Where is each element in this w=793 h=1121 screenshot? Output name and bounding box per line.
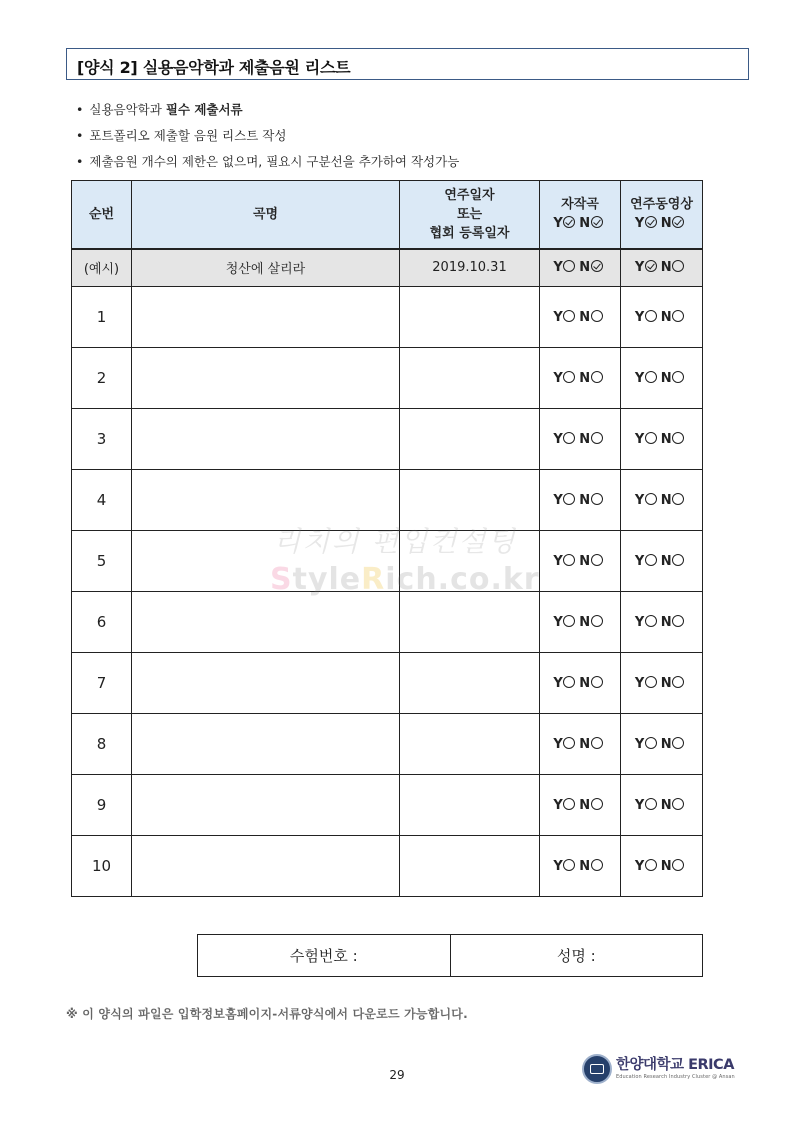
date-cell[interactable] — [400, 409, 540, 470]
checked-circle-icon — [645, 216, 657, 228]
row-number: 8 — [72, 714, 132, 775]
radio-yes-icon[interactable] — [563, 493, 575, 505]
song-title-cell[interactable] — [132, 470, 400, 531]
radio-no-icon[interactable] — [672, 615, 684, 627]
header-original: 자작곡 Y N — [540, 181, 621, 249]
radio-yes-icon[interactable] — [645, 859, 657, 871]
radio-yes-icon[interactable] — [645, 310, 657, 322]
checked-circle-icon — [591, 260, 603, 272]
video-choice-cell[interactable]: Y N — [621, 714, 703, 775]
radio-no-icon[interactable] — [672, 676, 684, 688]
table-row — [72, 714, 703, 775]
radio-no-icon[interactable] — [672, 859, 684, 871]
radio-no-icon[interactable] — [591, 554, 603, 566]
header-video: 연주동영상 Y N — [621, 181, 703, 249]
row-number: 4 — [72, 470, 132, 531]
date-cell[interactable] — [400, 836, 540, 897]
original-choice-cell[interactable]: Y N — [540, 531, 621, 592]
row-number: 7 — [72, 653, 132, 714]
radio-no-icon[interactable] — [591, 676, 603, 688]
table-row — [72, 409, 703, 470]
instruction-item: • 제출음원 개수의 제한은 없으며, 필요시 구분선을 추가하여 작성가능 — [76, 153, 459, 179]
table-row — [72, 653, 703, 714]
original-choice-cell[interactable]: Y N — [540, 287, 621, 348]
radio-yes-icon[interactable] — [563, 432, 575, 444]
song-title-cell[interactable] — [132, 836, 400, 897]
radio-yes-icon[interactable] — [645, 371, 657, 383]
radio-yes-icon[interactable] — [563, 310, 575, 322]
radio-yes-icon[interactable] — [645, 737, 657, 749]
date-cell[interactable] — [400, 653, 540, 714]
song-title-cell[interactable] — [132, 592, 400, 653]
checked-circle-icon — [591, 216, 603, 228]
radio-yes-icon[interactable] — [645, 615, 657, 627]
exam-number-field[interactable]: 수험번호 : — [198, 935, 451, 977]
applicant-info-table — [197, 934, 703, 977]
radio-yes-icon[interactable] — [563, 737, 575, 749]
radio-no-icon[interactable] — [591, 859, 603, 871]
logo-subtitle: Education Research Industry Cluster @ Ansan — [616, 1073, 735, 1080]
page-number: 29 — [389, 1068, 405, 1082]
checked-circle-icon — [645, 260, 657, 272]
original-choice-cell[interactable]: Y N — [540, 348, 621, 409]
video-choice-cell[interactable]: Y N — [621, 592, 703, 653]
radio-no-icon[interactable] — [672, 554, 684, 566]
row-number: 2 — [72, 348, 132, 409]
example-no: (예시) — [72, 249, 132, 287]
video-choice-cell[interactable]: Y N — [621, 775, 703, 836]
row-number: 5 — [72, 531, 132, 592]
radio-yes-icon[interactable] — [563, 859, 575, 871]
date-cell[interactable] — [400, 592, 540, 653]
radio-no-icon[interactable] — [672, 310, 684, 322]
radio-yes-icon[interactable] — [645, 676, 657, 688]
radio-no-icon[interactable] — [672, 371, 684, 383]
song-title-cell[interactable] — [132, 287, 400, 348]
radio-no-icon[interactable] — [672, 493, 684, 505]
date-cell[interactable] — [400, 470, 540, 531]
video-choice-cell[interactable]: Y N — [621, 836, 703, 897]
radio-yes-icon[interactable] — [563, 371, 575, 383]
song-title-cell[interactable] — [132, 348, 400, 409]
radio-yes-icon[interactable] — [563, 615, 575, 627]
university-seal-icon — [582, 1054, 612, 1084]
table-row — [72, 836, 703, 897]
radio-yes-icon[interactable] — [563, 798, 575, 810]
radio-yes-icon[interactable] — [645, 493, 657, 505]
table-row — [72, 348, 703, 409]
example-row — [72, 249, 703, 287]
watermark: 리치의 편입컨설팅 StyleRich.co.kr — [270, 525, 540, 597]
header-no: 순번 — [72, 181, 132, 249]
radio-no-icon[interactable] — [591, 310, 603, 322]
radio-no-icon[interactable] — [591, 493, 603, 505]
radio-no-icon[interactable] — [672, 737, 684, 749]
video-choice-cell[interactable]: Y N — [621, 287, 703, 348]
original-choice-cell[interactable]: Y N — [540, 470, 621, 531]
table-row — [72, 775, 703, 836]
table-row — [72, 592, 703, 653]
date-cell[interactable] — [400, 714, 540, 775]
row-number: 3 — [72, 409, 132, 470]
logo-name: 한양대학교 ERICA — [616, 1057, 734, 1074]
original-choice-cell[interactable]: Y N — [540, 775, 621, 836]
date-cell[interactable] — [400, 348, 540, 409]
radio-no-icon[interactable] — [591, 432, 603, 444]
original-choice-cell[interactable]: Y N — [540, 714, 621, 775]
example-date: 2019.10.31 — [400, 249, 540, 287]
song-title-cell[interactable] — [132, 653, 400, 714]
song-title-cell[interactable] — [132, 409, 400, 470]
video-choice-cell[interactable]: Y N — [621, 348, 703, 409]
radio-yes-icon[interactable] — [645, 798, 657, 810]
date-cell[interactable] — [400, 287, 540, 348]
download-note: ※ 이 양식의 파일은 입학정보홈페이지-서류양식에서 다운로드 가능합니다. — [66, 1007, 468, 1021]
original-choice-cell[interactable]: Y N — [540, 592, 621, 653]
radio-no-icon[interactable] — [672, 798, 684, 810]
table-row — [72, 470, 703, 531]
date-cell[interactable] — [400, 531, 540, 592]
table-row — [72, 531, 703, 592]
radio-no-icon[interactable] — [591, 371, 603, 383]
table-row — [72, 287, 703, 348]
header-date: 연주일자 또는 협회 등록일자 — [400, 181, 540, 249]
instruction-list — [76, 101, 459, 179]
example-song: 청산에 살리라 — [132, 249, 400, 287]
radio-yes-icon[interactable] — [563, 554, 575, 566]
form-title: [양식 2] 실용음악학과 제출음원 리스트 — [66, 48, 749, 80]
header-song: 곡명 — [132, 181, 400, 249]
checked-circle-icon — [672, 216, 684, 228]
song-title-cell[interactable] — [132, 531, 400, 592]
row-number: 9 — [72, 775, 132, 836]
song-title-cell[interactable] — [132, 714, 400, 775]
radio-yes-icon[interactable] — [645, 432, 657, 444]
unchecked-circle-icon — [563, 260, 575, 272]
row-number: 6 — [72, 592, 132, 653]
song-list-table — [71, 180, 703, 897]
video-choice-cell[interactable]: Y N — [621, 531, 703, 592]
date-cell[interactable] — [400, 775, 540, 836]
song-title-cell[interactable] — [132, 775, 400, 836]
checked-circle-icon — [563, 216, 575, 228]
original-choice-cell[interactable]: Y N — [540, 409, 621, 470]
original-choice-cell[interactable]: Y N — [540, 653, 621, 714]
example-original: Y N — [540, 249, 621, 287]
unchecked-circle-icon — [672, 260, 684, 272]
radio-no-icon[interactable] — [672, 432, 684, 444]
radio-no-icon[interactable] — [591, 737, 603, 749]
example-video: Y N — [621, 249, 703, 287]
radio-no-icon[interactable] — [591, 798, 603, 810]
university-logo — [582, 1052, 735, 1086]
row-number: 1 — [72, 287, 132, 348]
original-choice-cell[interactable]: Y N — [540, 836, 621, 897]
radio-yes-icon[interactable] — [645, 554, 657, 566]
instruction-item: • 포트폴리오 제출할 음원 리스트 작성 — [76, 127, 459, 153]
applicant-name-field[interactable]: 성명 : — [450, 935, 703, 977]
video-choice-cell[interactable]: Y N — [621, 409, 703, 470]
radio-no-icon[interactable] — [591, 615, 603, 627]
radio-yes-icon[interactable] — [563, 676, 575, 688]
video-choice-cell[interactable]: Y N — [621, 653, 703, 714]
video-choice-cell[interactable]: Y N — [621, 470, 703, 531]
instruction-item: • 실용음악학과 필수 제출서류 — [76, 101, 459, 127]
row-number: 10 — [72, 836, 132, 897]
